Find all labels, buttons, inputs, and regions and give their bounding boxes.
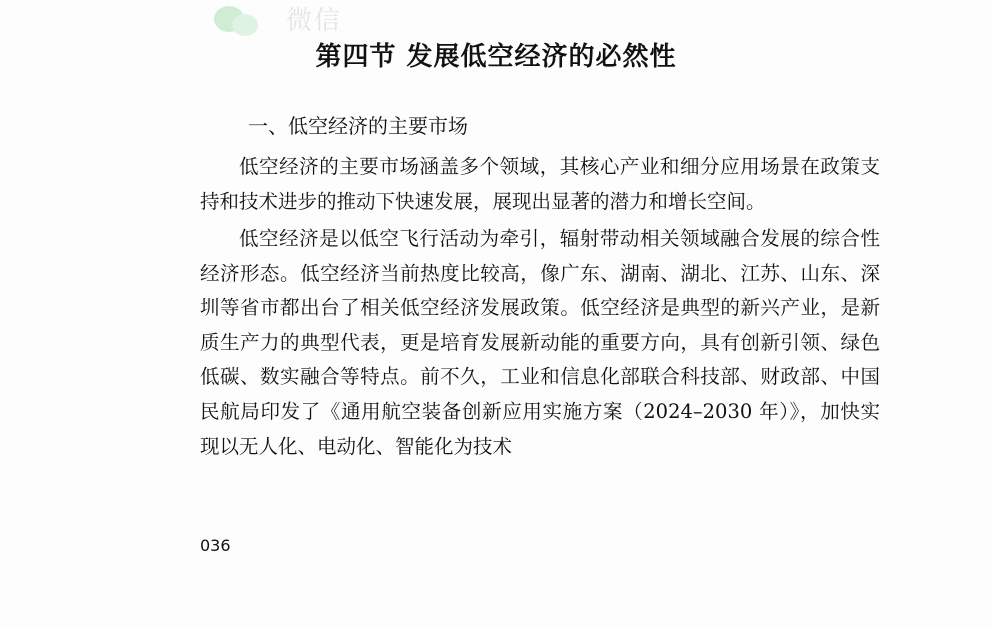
wechat-logo-icon-secondary (232, 14, 258, 36)
watermark-text: 微信 (286, 6, 343, 36)
subheading: 一、低空经济的主要市场 (248, 114, 468, 138)
page-number: 036 (200, 536, 231, 555)
paragraph: 低空经济是以低空飞行活动为牵引，辐射带动相关领域融合发展的综合性经济形态。低空经济当前热度比较高，像广东、湖南、湖北、江苏、山东、深圳等省市都出台了相关低空经济发展政策。低空经济是典型的新兴产业，是新质生产力的典型代表，更是培育发展新动能的重要方向，具有创新引领、绿色低碳、数实融合等特点。前不久，工业和信息化部联合科技部、财政部、中国民航局印发了《通用航空装备创新应用实施方案（2024–2030 年）》，加快实现以无人化、电动化、智能化为技术 (200, 227, 880, 458)
section-title: 第四节 发展低空经济的必然性 (315, 42, 677, 72)
paragraph: 低空经济的主要市场涵盖多个领域，其核心产业和细分应用场景在政策支持和技术进步的推动下快速发展，展现出显著的潜力和增长空间。 (200, 155, 880, 213)
